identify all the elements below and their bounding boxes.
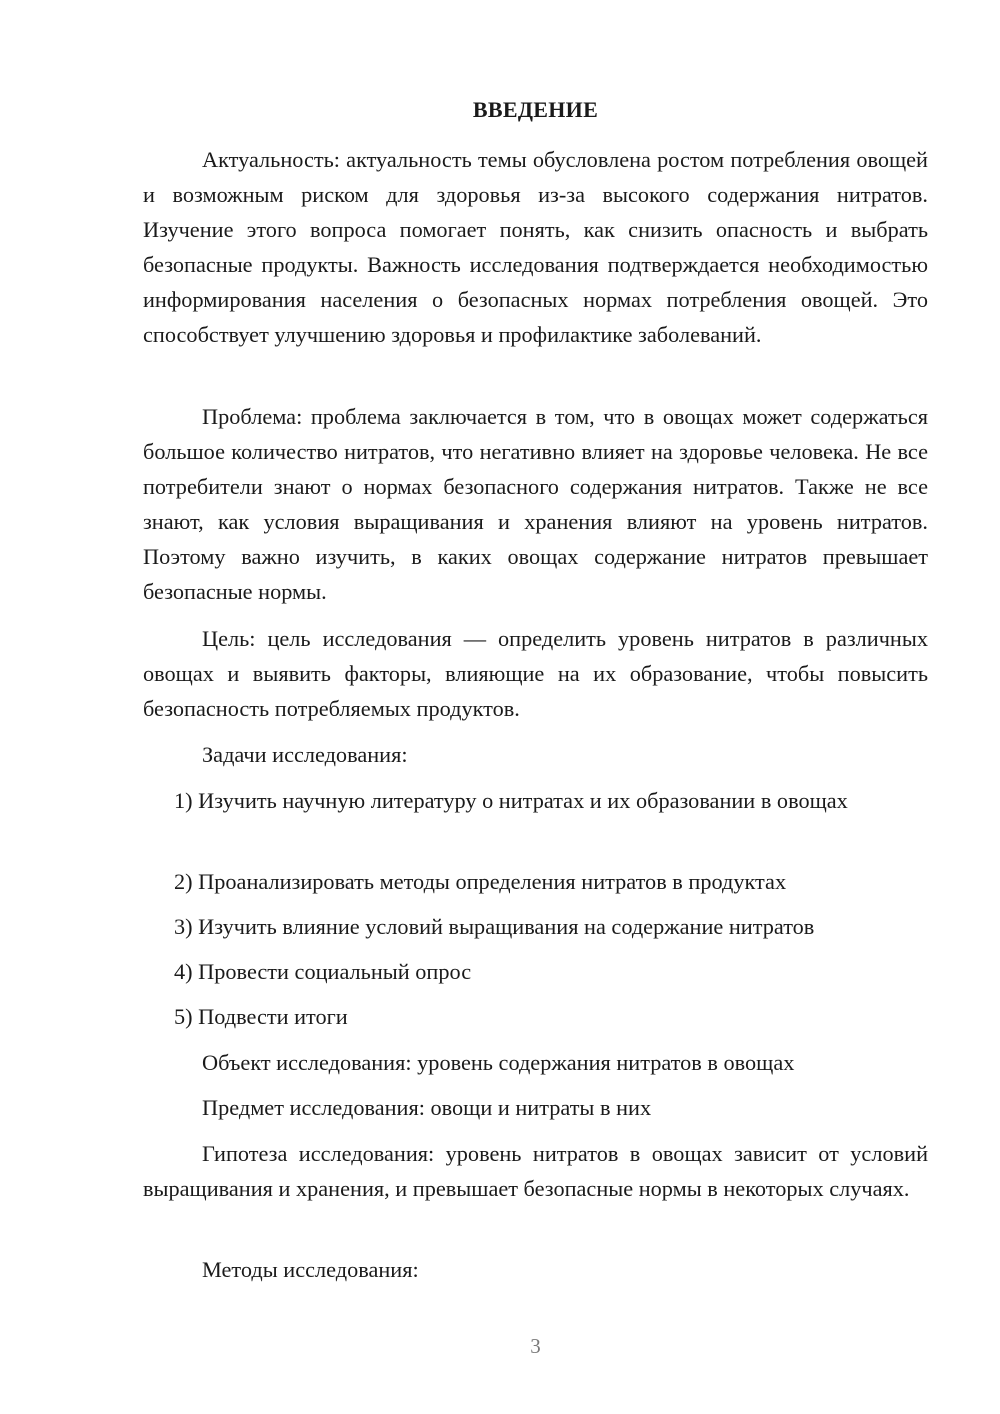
tasks-title: Задачи исследования: — [202, 742, 408, 767]
methods-title: Методы исследования: — [202, 1257, 419, 1282]
document-page — [143, 0, 928, 1414]
object-line: Объект исследования: уровень содержания нитратов в овощах — [202, 1050, 795, 1075]
problem-paragraph: Проблема: проблема заключается в том, что в овощах может содержаться большое количество нитратов, что негативно влияет на здоровье человека. Не все потребители знают о нормах безопасного содержания нитратов. Также не все знают, как условия выращивания и хранения влияют на уровень нитратов. Поэтому важно изучить, в каких овощах содержание нитратов превышает безопасные нормы. — [143, 404, 928, 604]
section-heading: ВВЕДЕНИЕ — [472, 97, 599, 122]
goal-paragraph: Цель: цель исследования — определить уровень нитратов в различных овощах и выявить факторы, влияющие на их образование, чтобы повысить безопасность потребляемых продуктов. — [143, 626, 928, 721]
relevance-paragraph: Актуальность: актуальность темы обусловлена ростом потребления овощей и возможным риском для здоровья из-за высокого содержания нитратов. Изучение этого вопроса помогает понять, как снизить опасность и выбрать безопасные продукты. Важность исследования подтверждается необходимостью информирования населения о безопасных нормах потребления овощей. Это способствует улучшению здоровья и профилактике заболеваний. — [143, 147, 928, 347]
subject-line: Предмет исследования: овощи и нитраты в них — [202, 1095, 652, 1120]
task-item-3: 3) Изучить влияние условий выращивания на содержание нитратов — [174, 914, 815, 939]
task-item-4: 4) Провести социальный опрос — [174, 959, 472, 984]
task-item-2: 2) Проанализировать методы определения нитратов в продуктах — [174, 869, 787, 894]
task-item-5: 5) Подвести итоги — [174, 1004, 348, 1029]
page-number: 3 — [530, 1334, 541, 1358]
task-item-1: 1) Изучить научную литературу о нитратах и их образовании в овощах — [174, 788, 848, 813]
hypothesis-paragraph: Гипотеза исследования: уровень нитратов в овощах зависит от условий выращивания и хранения, и превышает безопасные нормы в некоторых случаях. — [143, 1141, 928, 1201]
